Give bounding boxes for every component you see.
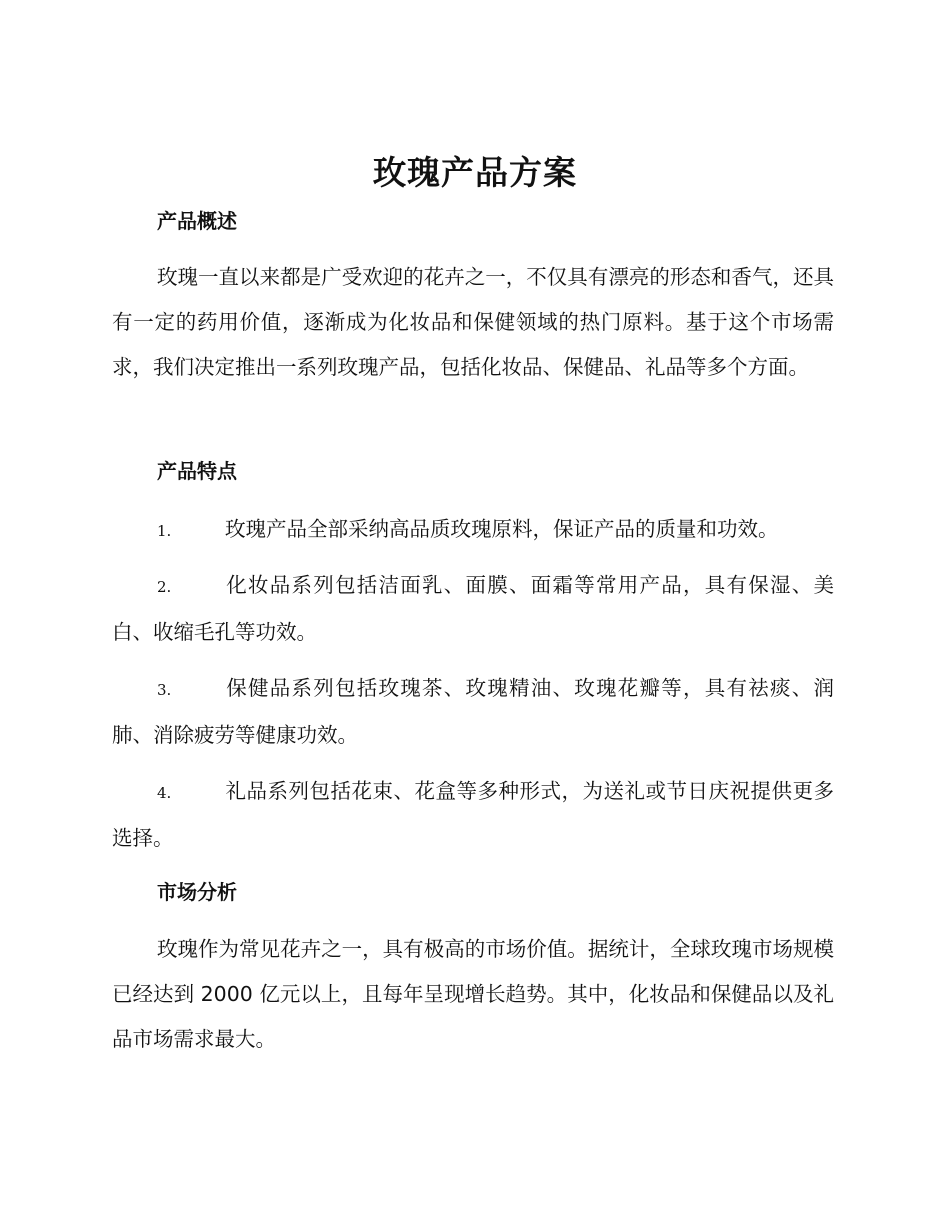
list-item-number: 4. [157,784,172,802]
list-item-number: 2. [157,578,172,596]
list-item-text: 礼品系列包括花束、花盒等多种形式，为送礼或节日庆祝提供更多选择。 [112,779,834,850]
overview-paragraph: 玫瑰一直以来都是广受欢迎的花卉之一，不仅具有漂亮的形态和香气，还具有一定的药用价值，逐渐成为化妆品和保健领域的热门原料。基于这个市场需求，我们决定推出一系列玫瑰产品，包括化妆品、保健品、礼品等多个方面。 [112,265,834,379]
list-item-text: 化妆品系列包括洁面乳、面膜、面霜等常用产品，具有保湿、美白、收缩毛孔等功效。 [112,573,834,644]
market-paragraph: 玫瑰作为常见花卉之一，具有极高的市场价值。据统计，全球玫瑰市场规模已经达到 2000 亿元以上，且每年呈现增长趋势。其中，化妆品和保健品以及礼品市场需求最大。 [112,937,834,1051]
feature-list-item [112,666,834,758]
section-heading-market: 市场分析 [157,880,237,904]
feature-list-item [112,563,834,655]
document-title: 玫瑰产品方案 [373,153,577,192]
list-item-number: 1. [157,522,172,540]
feature-list-item [112,769,834,861]
list-item-text: 保健品系列包括玫瑰茶、玫瑰精油、玫瑰花瓣等，具有祛痰、润肺、消除疲劳等健康功效。 [112,676,834,747]
feature-list-item [112,507,834,554]
list-item-text: 玫瑰产品全部采纳高品质玫瑰原料，保证产品的质量和功效。 [225,517,779,541]
section-heading-features: 产品特点 [157,459,237,483]
list-item-number: 3. [157,681,172,699]
section-heading-overview: 产品概述 [157,209,237,233]
